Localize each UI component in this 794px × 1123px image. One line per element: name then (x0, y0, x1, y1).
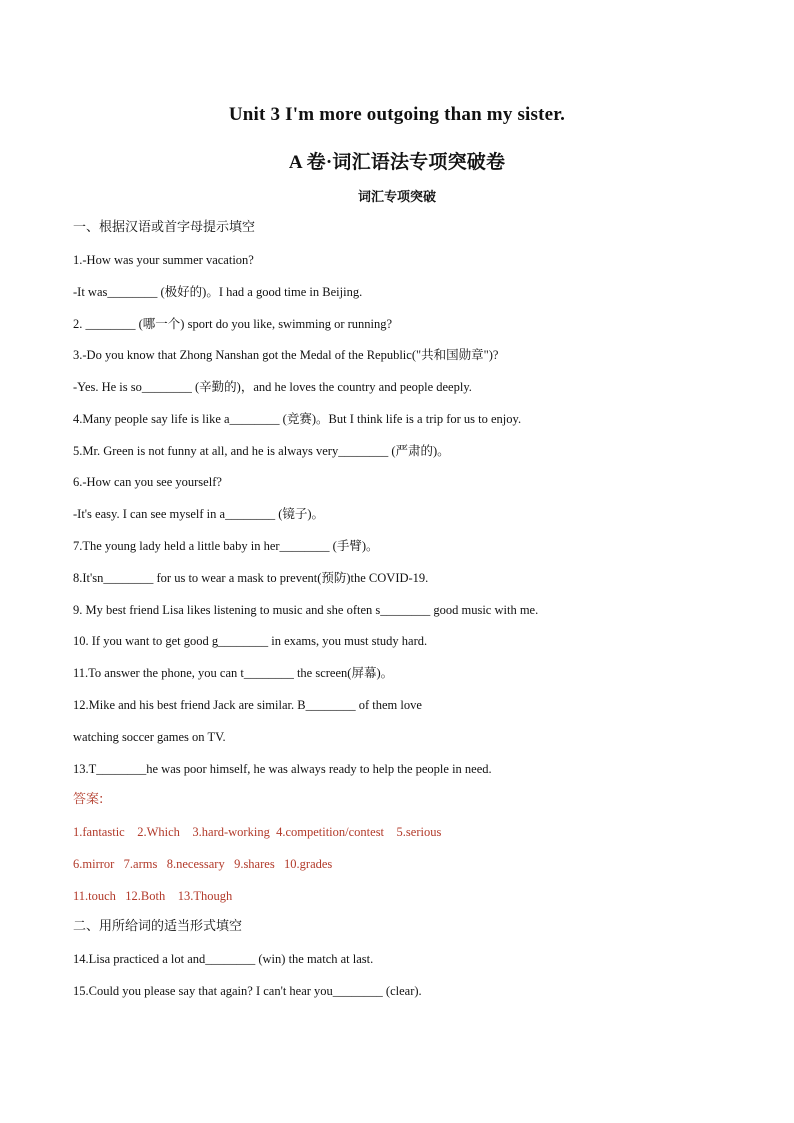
question-line: 1.-How was your summer vacation? (73, 253, 254, 267)
question-line: 15.Could you please say that again? I can't hear you________ (clear). (73, 984, 422, 998)
answers-label: 答案: (73, 792, 104, 807)
question-line: 14.Lisa practiced a lot and________ (win) the match at last. (73, 952, 374, 966)
question-line: 12.Mike and his best friend Jack are similar. B________ of them love (73, 698, 422, 712)
question-line: 13.T________he was poor himself, he was always ready to help the people in need. (73, 762, 492, 776)
part1-heading: 一、根据汉语或首字母提示填空 (73, 220, 256, 235)
answer-line: 1.fantastic 2.Which 3.hard-working 4.competition/contest 5.serious (73, 825, 442, 839)
question-line: watching soccer games on TV. (73, 730, 226, 744)
question-line: 11.To answer the phone, you can t________ the screen(屏幕)。 (73, 666, 394, 680)
question-line: 10. If you want to get good g________ in exams, you must study hard. (73, 634, 428, 648)
paper-subtitle: A 卷·词汇语法专项突破卷 (288, 152, 506, 173)
question-line: 4.Many people say life is like a________ (竞赛)。But I think life is a trip for us to enjoy. (73, 412, 522, 426)
section-heading: 词汇专项突破 (357, 190, 436, 205)
question-line: 9. My best friend Lisa likes listening to music and she often s________ good music with me. (73, 603, 539, 617)
question-line: 7.The young lady held a little baby in her________ (手臂)。 (73, 539, 379, 553)
question-line: 5.Mr. Green is not funny at all, and he is always very________ (严肃的)。 (73, 444, 450, 458)
question-line: 3.-Do you know that Zhong Nanshan got the Medal of the Republic("共和国勋章")? (73, 348, 499, 362)
question-line: -It was________ (极好的)。I had a good time in Beijing. (73, 285, 363, 299)
part2-heading: 二、用所给词的适当形式填空 (73, 919, 243, 934)
page-title: Unit 3 I'm more outgoing than my sister. (228, 104, 566, 125)
answer-line: 6.mirror 7.arms 8.necessary 9.shares 10.grades (73, 857, 333, 871)
question-line: 2. ________ (哪一个) sport do you like, swimming or running? (73, 317, 393, 331)
question-line: -It's easy. I can see myself in a________ (镜子)。 (73, 507, 325, 521)
question-line: 8.It'sn________ for us to wear a mask to prevent(预防)the COVID-19. (73, 571, 429, 585)
question-line: -Yes. He is so________ (辛勤的)，and he loves the country and people deeply. (73, 380, 472, 394)
answer-line: 11.touch 12.Both 13.Though (73, 889, 233, 903)
question-line: 6.-How can you see yourself? (73, 475, 222, 489)
